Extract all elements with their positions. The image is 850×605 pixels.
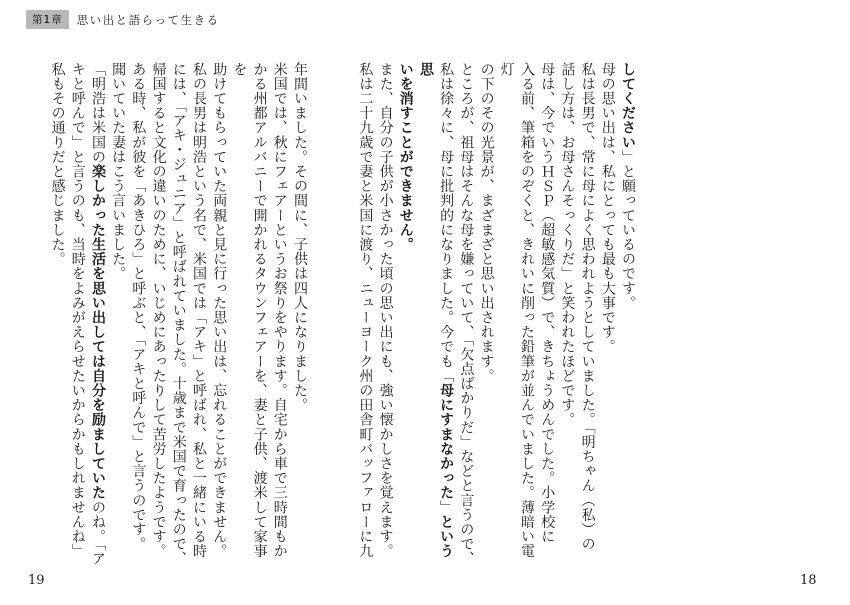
- page-number-right: 18: [800, 573, 817, 588]
- right-page-text: [355, 62, 638, 567]
- text-line: [47, 62, 67, 567]
- emphasized-text: してください: [620, 62, 636, 150]
- text-line: [557, 62, 577, 567]
- text-line: [209, 62, 229, 567]
- text-run: 年間いました。その間に、子供は四人になりました。: [292, 62, 308, 413]
- text-run: 米国では、秋にフェアーというお祭りをやります。自宅から車で三時間もか: [271, 62, 288, 559]
- text-run: 入る前、筆箱をのぞくと、きれいに削った鉛筆が並んでいました。薄暗い電灯: [498, 62, 535, 559]
- text-line: [375, 62, 395, 567]
- text-run: また、自分の子供が小さかった頃の思い出にも、強い懐かしさを覚えます。: [377, 62, 394, 559]
- text-run: 私は長男で、常に母によく思われようとしていました。「明ちゃん（私）の: [579, 62, 596, 552]
- text-line: [416, 62, 456, 567]
- text-run: 「明浩は米国の: [89, 62, 106, 165]
- text-run: 聞いていた妻はこう言いました。: [110, 62, 127, 281]
- text-run: かる州都アルバニーで開かれるタウンフェアーを、妻と子供、渡米して家事を: [231, 62, 268, 559]
- text-line: [88, 62, 108, 567]
- emphasized-text: 楽しかった生活を思い出しては自分を励ましていた: [89, 164, 106, 501]
- text-run: 母は、今でいうＨＳＰ（超敏感気質）で、きちょうめんでした。小学校に: [539, 62, 556, 544]
- text-line: [618, 62, 638, 567]
- text-line: [497, 62, 537, 567]
- text-run: のね。「ア: [89, 500, 106, 567]
- text-line: [396, 62, 416, 567]
- text-run: 私もその通りだと感じました。: [49, 62, 66, 267]
- chapter-badge: 第1章: [26, 10, 69, 29]
- text-line: [537, 62, 557, 567]
- text-run: 話し方は、お母さんそっくりだ」と笑われたほどです。: [559, 62, 576, 427]
- text-line: [270, 62, 290, 567]
- text-line: [148, 62, 168, 567]
- text-line: [577, 62, 597, 567]
- chapter-title: 思い出と語らって生きる: [76, 12, 220, 27]
- text-line: [290, 62, 310, 567]
- text-run: 私の長男は明浩という名で、米国では「アキ」と呼ばれ、私と一緒にいる時: [190, 62, 207, 559]
- text-line: [108, 62, 128, 567]
- text-line: [456, 62, 476, 567]
- text-run: 」と願っているのです。: [620, 149, 636, 311]
- text-run: の下のその光景が、まざまざと思い出されます。: [478, 62, 495, 384]
- emphasized-text: いを消すことができません。: [397, 62, 414, 252]
- text-run: ところが、祖母はそんな母を嫌っていて、「欠点ばかりだ」などと言うので、: [458, 62, 475, 566]
- text-run: 」: [438, 500, 455, 515]
- text-run: 助けてもらっていた両親と見に行った思い出は、忘れることができません。: [211, 62, 228, 559]
- text-run: 私は二十九歳で妻と米国に渡り、ニューヨーク州の田舎町バッファローに九: [357, 62, 374, 559]
- text-run: キと呼んで」と言うのも、当時をよみがえらせたいからかもしれませんね」: [69, 62, 86, 559]
- text-line: [355, 62, 375, 567]
- text-run: には、「アキ・ジュニア」と呼ばれていました。十歳まで米国で育ったので、: [170, 62, 187, 566]
- text-line: [476, 62, 496, 567]
- text-line: [189, 62, 209, 567]
- text-run: 帰国すると文化の違いのために、いじめにあったりして苦労したようです。: [150, 62, 167, 559]
- text-line: [598, 62, 618, 567]
- left-page-text: [47, 62, 310, 567]
- text-run: 私は徐々に、母に批判的になりました。今でも「: [438, 62, 455, 384]
- chapter-header: [26, 10, 220, 29]
- text-run: ある時、私が彼を「あきひろ」と呼ぶと、「アキと呼んで」と言うのです。: [130, 62, 147, 552]
- emphasized-text: という思: [417, 62, 455, 559]
- text-line: [68, 62, 88, 567]
- text-line: [169, 62, 189, 567]
- emphasized-text: 母にすまなかった: [438, 383, 455, 501]
- page-number-left: 19: [28, 573, 45, 588]
- text-run: 母の思い出は、私にとっても最も大事です。: [599, 62, 616, 354]
- text-line: [128, 62, 148, 567]
- text-line: [229, 62, 269, 567]
